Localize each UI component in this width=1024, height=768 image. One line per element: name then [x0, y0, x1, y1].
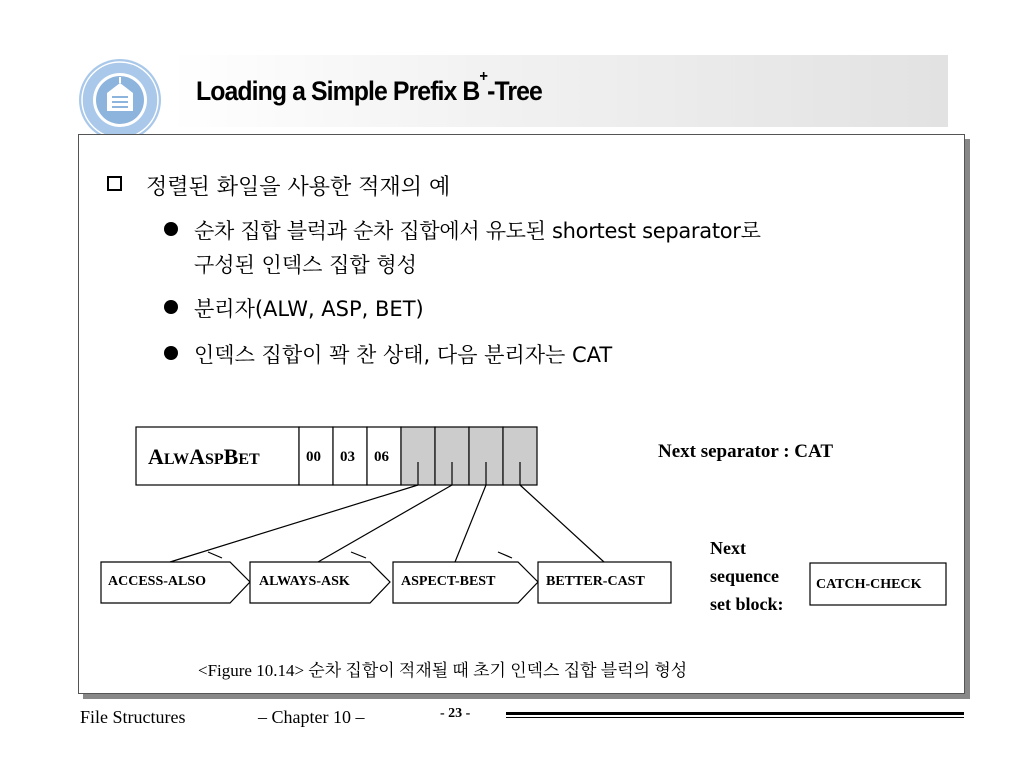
next-separator-label: Next separator : CAT [658, 441, 834, 462]
offset-03: 03 [340, 449, 355, 465]
footer-rule-thin [506, 717, 964, 718]
index-block-keys: ALWASPBET [148, 444, 260, 469]
figure-caption: <Figure 10.14> 순차 집합이 적재될 때 초기 인덱스 집합 블럭의 형성 [198, 661, 688, 680]
next-block-text: CATCH-CHECK [816, 577, 922, 592]
slide-title: Loading a Simple Prefix B+-Tree [196, 68, 542, 106]
next-block-label-line-3: set block: [710, 594, 784, 614]
footer-page-number: - 23 - [440, 706, 471, 721]
next-block-label-line-2: sequence [710, 566, 779, 586]
footer-rule-thick [506, 712, 964, 715]
offset-06: 06 [374, 449, 389, 465]
bullet-1-line-1: 순차 집합 블럭과 순차 집합에서 유도된 shortest separator로 [194, 219, 761, 243]
sequence-block-label: BETTER-CAST [546, 574, 645, 589]
next-block-label-line-1: Next [710, 538, 746, 558]
sequence-block-label: ACCESS-ALSO [108, 574, 207, 589]
sequence-block-label: ASPECT-BEST [401, 574, 496, 589]
bullet-1-line-2: 구성된 인덱스 집합 형성 [194, 253, 417, 277]
footer-chapter: – Chapter 10 – [258, 707, 365, 727]
bullet-3: 인덱스 집합이 꽉 찬 상태, 다음 분리자는 CAT [194, 343, 613, 367]
bullet-2: 분리자(ALW, ASP, BET) [194, 297, 424, 321]
sequence-block-label: ALWAYS-ASK [259, 574, 350, 589]
section-heading: 정렬된 화일을 사용한 적재의 예 [146, 175, 451, 200]
offset-00: 00 [306, 449, 321, 465]
footer-course: File Structures [80, 707, 186, 727]
